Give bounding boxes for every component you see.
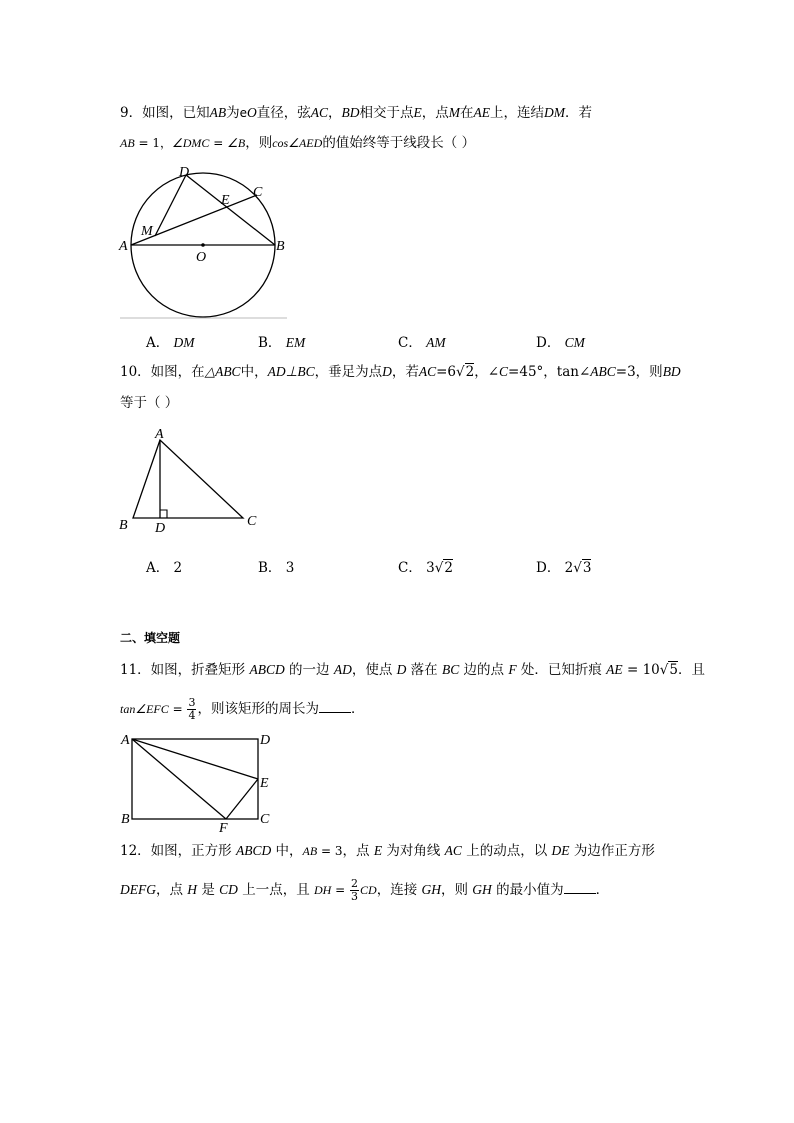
q10-text: =3，则 bbox=[615, 364, 663, 380]
q9-text: 的值始终等于线段长（ ） bbox=[322, 135, 476, 151]
q12-text: = bbox=[331, 883, 350, 897]
q11-math: F bbox=[508, 662, 517, 677]
option-letter: D． bbox=[536, 560, 561, 576]
q12-text: = 3 bbox=[317, 844, 343, 858]
q9-option-d[interactable] bbox=[536, 331, 585, 351]
q11-text: ． bbox=[350, 701, 365, 717]
q10-math: BD bbox=[662, 364, 681, 379]
q11-rectangle-diagram bbox=[115, 730, 285, 835]
q12-math: ABCD bbox=[235, 843, 272, 858]
q9-line2 bbox=[120, 133, 475, 153]
q10-radicand: 2 bbox=[465, 364, 475, 380]
crease-ae bbox=[132, 739, 258, 779]
q10-math: C bbox=[499, 364, 509, 379]
q12-line1 bbox=[120, 841, 655, 861]
q10-text: ，∠ bbox=[474, 364, 500, 380]
q12-text: ． bbox=[595, 882, 610, 898]
q11-text: 的一边 bbox=[284, 662, 334, 678]
q12-text: 为边作正方形 bbox=[569, 843, 655, 859]
q11-line2 bbox=[120, 697, 364, 722]
q11-text: ，则该矩形的周长为 bbox=[197, 701, 319, 717]
q9-math: cos∠AED bbox=[272, 136, 323, 150]
q9-text: 上，连结 bbox=[490, 105, 544, 121]
q12-math: DEFG bbox=[120, 882, 156, 897]
q9-math: ∠DMC bbox=[172, 136, 210, 150]
q10-math: △ABC bbox=[204, 364, 241, 379]
sqrt-symbol: √ bbox=[659, 662, 669, 678]
option-letter: A． bbox=[146, 560, 170, 576]
q10-option-a[interactable] bbox=[146, 556, 182, 576]
q9-math: AE bbox=[473, 105, 490, 120]
sqrt-symbol: √ bbox=[456, 364, 465, 380]
q9-text: 为 bbox=[226, 105, 240, 121]
q9-text: ，则 bbox=[245, 135, 273, 151]
q12-math: GH bbox=[472, 882, 492, 897]
q9-math: O bbox=[246, 105, 257, 120]
q10-math: AC bbox=[418, 364, 437, 379]
q11-math: AD bbox=[333, 662, 352, 677]
q12-text: 12．如图，正方形 bbox=[120, 843, 236, 859]
q11-text: ，使点 bbox=[351, 662, 397, 678]
q10-option-b[interactable] bbox=[258, 556, 294, 576]
q10-text: ，垂足为点 bbox=[314, 364, 383, 380]
q10-text: =6 bbox=[436, 364, 457, 380]
rectangle-abcd bbox=[132, 739, 258, 819]
q12-math: AC bbox=[444, 843, 462, 858]
q9-math: AB bbox=[209, 105, 227, 120]
label-d: D bbox=[179, 165, 190, 180]
segment-dm bbox=[155, 175, 186, 236]
option-radicand: 3 bbox=[582, 560, 592, 576]
q12-text: 中， bbox=[271, 843, 303, 859]
label-c: C bbox=[247, 514, 257, 529]
q9-text: = 1， bbox=[134, 136, 172, 150]
q12-math: AB bbox=[302, 844, 318, 858]
label-c: C bbox=[253, 185, 263, 200]
label-m: M bbox=[141, 224, 153, 239]
q9-math: AB bbox=[120, 136, 135, 150]
label-c: C bbox=[260, 812, 270, 827]
q11-radicand: 5 bbox=[669, 662, 678, 678]
label-b: B bbox=[276, 239, 285, 254]
label-f: F bbox=[219, 821, 228, 835]
q12-text: 为对角线 bbox=[382, 843, 445, 859]
q10-text: 10．如图，在 bbox=[120, 364, 205, 380]
q12-math: DH bbox=[314, 883, 332, 897]
option-value: 3 bbox=[285, 560, 295, 576]
sqrt-symbol: √ bbox=[573, 560, 582, 576]
q9-text: 如图，已知 bbox=[142, 105, 210, 121]
q11-text: 边的点 bbox=[459, 662, 509, 678]
q10-text: 中， bbox=[240, 364, 268, 380]
label-b: B bbox=[119, 518, 128, 533]
label-d: D bbox=[260, 733, 271, 748]
q11-math: AE bbox=[606, 662, 623, 677]
option-letter: B． bbox=[258, 335, 282, 351]
q9-math: E bbox=[413, 105, 422, 120]
circle-symbol: e bbox=[239, 106, 247, 120]
q9-text: ，点 bbox=[421, 105, 449, 121]
segment-af bbox=[132, 739, 226, 819]
q12-text: 上一点，且 bbox=[237, 882, 314, 898]
q9-math: BD bbox=[341, 105, 360, 120]
segment-fe bbox=[226, 779, 258, 819]
q9-math: AC bbox=[310, 105, 328, 120]
option-value: 2 bbox=[564, 560, 574, 576]
option-value: AM bbox=[426, 335, 446, 350]
q11-math: tan∠EFC bbox=[120, 702, 169, 716]
q11-line1 bbox=[120, 660, 705, 680]
fraction-denominator: 3 bbox=[351, 890, 359, 903]
section-heading: 二、填空题 bbox=[120, 631, 181, 645]
q9-text: ．若 bbox=[565, 105, 592, 121]
q10-text: =45°，tan∠ bbox=[508, 364, 591, 380]
label-o: O bbox=[196, 250, 207, 265]
label-a: A bbox=[121, 733, 130, 748]
q12-math: GH bbox=[421, 882, 441, 897]
q11-text: 落在 bbox=[406, 662, 442, 678]
option-radicand: 2 bbox=[444, 560, 453, 576]
option-value: CM bbox=[564, 335, 585, 350]
q11-text: ．且 bbox=[677, 662, 705, 678]
option-value: 2 bbox=[173, 560, 183, 576]
q11-text: = 10 bbox=[622, 662, 660, 678]
option-letter: C． bbox=[398, 335, 422, 351]
q9-option-b[interactable] bbox=[258, 331, 305, 351]
q9-line1 bbox=[120, 103, 592, 123]
label-e: E bbox=[260, 776, 269, 791]
q9-text: 直径，弦 bbox=[256, 105, 311, 121]
fraction-denominator: 4 bbox=[188, 709, 196, 722]
option-letter: B． bbox=[258, 560, 282, 576]
q12-math: DE bbox=[551, 843, 570, 858]
answer-blank[interactable] bbox=[319, 700, 351, 713]
q10-line1 bbox=[120, 362, 681, 382]
option-letter: C． bbox=[398, 560, 422, 576]
q10-triangle-diagram bbox=[115, 420, 265, 536]
option-value: EM bbox=[285, 335, 306, 350]
q11-math: D bbox=[396, 662, 407, 677]
q12-math: E bbox=[373, 843, 383, 858]
q9-number: 9． bbox=[120, 105, 143, 121]
q10-text: ，若 bbox=[391, 364, 419, 380]
option-letter: A． bbox=[146, 335, 170, 351]
answer-blank[interactable] bbox=[564, 881, 596, 894]
q9-text: 在 bbox=[460, 105, 474, 121]
fraction-numerator: 3 bbox=[188, 696, 196, 709]
q11-math: ABCD bbox=[249, 662, 285, 677]
q12-text: ，点 bbox=[342, 843, 374, 859]
q12-math: CD bbox=[219, 882, 238, 897]
q12-text: ，连接 bbox=[376, 882, 422, 898]
q10-line2: 等于（ ） bbox=[120, 395, 179, 411]
option-value: DM bbox=[173, 335, 195, 350]
label-e: E bbox=[221, 193, 230, 208]
fraction-3-4 bbox=[187, 697, 196, 722]
q11-text: 处．已知折痕 bbox=[516, 662, 607, 678]
q9-math: M bbox=[448, 105, 460, 120]
q9-text: 相交于点 bbox=[359, 105, 414, 121]
q12-text: ，点 bbox=[156, 882, 188, 898]
q11-text: = bbox=[168, 702, 187, 716]
q10-math: ABC bbox=[590, 364, 616, 379]
center-dot bbox=[201, 243, 205, 247]
option-letter: D． bbox=[536, 335, 561, 351]
triangle-abc bbox=[133, 440, 243, 518]
q10-option-d[interactable] bbox=[536, 556, 591, 576]
q12-line2 bbox=[120, 878, 609, 903]
q9-option-a[interactable] bbox=[146, 331, 195, 351]
q10-math: D bbox=[382, 364, 392, 379]
label-b: B bbox=[121, 812, 130, 827]
q11-text: 11．如图，折叠矩形 bbox=[120, 662, 250, 678]
option-value: 3 bbox=[426, 560, 435, 576]
fraction-2-3 bbox=[350, 878, 359, 903]
q9-math: DM bbox=[544, 105, 565, 120]
q10-option-c[interactable] bbox=[398, 556, 453, 576]
label-a: A bbox=[119, 239, 128, 254]
q12-math: H bbox=[187, 882, 198, 897]
sqrt-symbol: √ bbox=[434, 560, 444, 576]
q12-text: ，则 bbox=[441, 882, 473, 898]
q12-math: CD bbox=[360, 883, 377, 897]
q10-math: AD⊥BC bbox=[267, 364, 315, 379]
q9-math: ∠B bbox=[227, 136, 246, 150]
q9-text: = bbox=[209, 136, 228, 150]
q9-option-c[interactable] bbox=[398, 331, 446, 351]
q12-text: 是 bbox=[197, 882, 220, 898]
q9-text: ， bbox=[328, 105, 342, 121]
label-a: A bbox=[155, 427, 164, 442]
label-d: D bbox=[155, 521, 166, 536]
q9-circle-diagram bbox=[115, 160, 295, 322]
q12-text: 的最小值为 bbox=[491, 882, 564, 898]
q11-math: BC bbox=[441, 662, 460, 677]
right-angle-mark bbox=[160, 510, 167, 518]
q12-text: 上的动点，以 bbox=[461, 843, 552, 859]
fraction-numerator: 2 bbox=[351, 877, 359, 890]
